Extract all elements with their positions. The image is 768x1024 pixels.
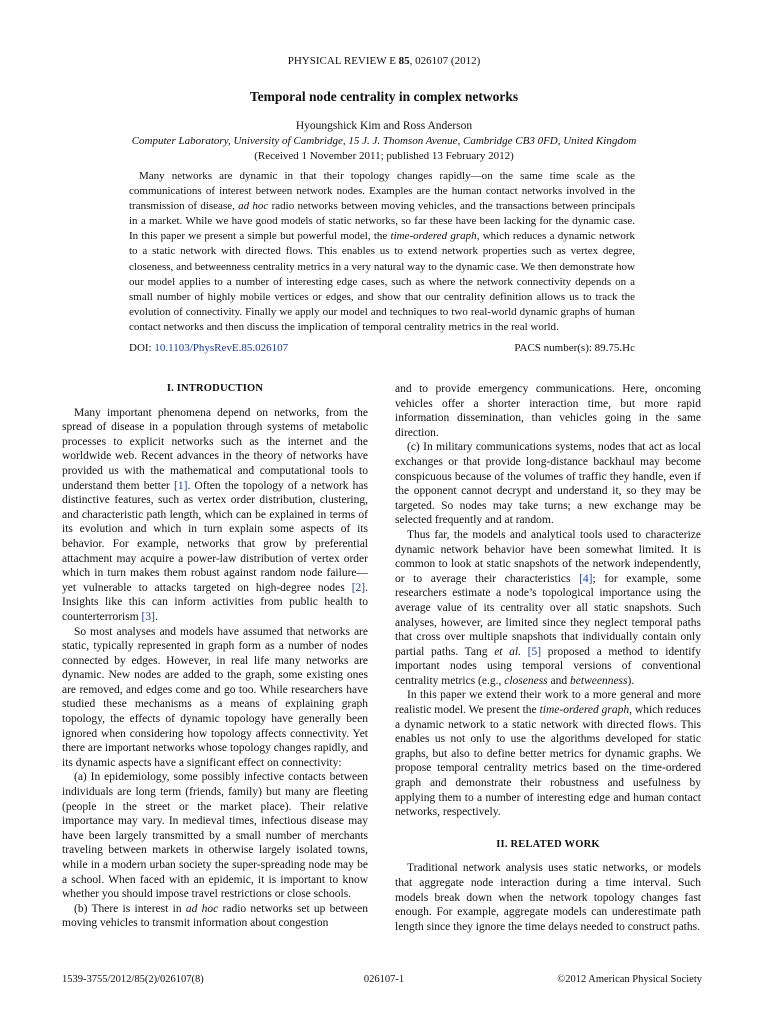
- abstract-text: radio networks between moving vehicles, and the transactions between principals in a market. While we have good models of static networks, so far these have been lacking for the dynamic case. In this paper we present a simple but powerful model, the: [129, 200, 635, 243]
- paragraph-italic: ad hoc: [185, 902, 219, 915]
- paragraph-italic: betweenness: [570, 674, 628, 687]
- paragraph-text: , which reduces a dynamic network to a static network with directed flows. This enables us not only to use the algorithms developed for static graphs, but also to define better metrics for dynamic graphs. We propose temporal centrality metrics based on the time-ordered graph and demonstrate their robustness and usefulness by applying them to a number of interesting edge and human contact networks, respectively.: [395, 704, 701, 819]
- paragraph: [62, 406, 368, 625]
- paragraph-text: Thus far, the models and analytical tools used to characterize dynamic network behavior have been somewhat limited. It is common to look at static snapshots of the network independently, or to average their characteristics: [395, 528, 701, 585]
- section-heading-related-work: II. RELATED WORK: [496, 838, 600, 850]
- paragraph-italic: et al.: [494, 645, 521, 658]
- paper-authors: Hyoungshick Kim and Ross Anderson: [295, 120, 473, 132]
- paragraph: [395, 528, 701, 689]
- citation-link[interactable]: [2]: [351, 581, 366, 594]
- abstract-italic: ad hoc: [238, 200, 269, 213]
- abstract-italic: time-ordered graph: [390, 230, 477, 243]
- paragraph-text: .: [154, 610, 158, 623]
- journal-citation: , 026107 (2012): [409, 55, 481, 67]
- paragraph-text: ; for example, some researchers estimate a node’s topological importance using the average value of its centrality over all static snapshots. Such analyses, however, are limited since they neglect temporal paths that cross over multiple snapshots that individually contain only partial paths. Tang: [395, 572, 701, 658]
- abstract-text: Many networks are dynamic in that their topology changes rapidly—on the same time scale as the communications of interest between network nodes. Examples are the human contact networks involved in the transmission of disease,: [129, 170, 635, 213]
- paragraph-text: (b) There is interest in: [74, 902, 186, 915]
- right-column: [395, 382, 701, 934]
- footer-issn: 1539-3755/2012/85(2)/026107(8): [62, 974, 204, 985]
- paragraph-text: Many important phenomena depend on networks, from the spread of disease in a population through systems of metabolic processes to explicit networks such as the internet and the worldwide web. Recent advances in the theory of networks have provided us with the mathematical and computational tools to understand them better: [62, 406, 368, 492]
- footer-copyright: ©2012 American Physical Society: [557, 974, 702, 985]
- paragraph-italic: time-ordered graph: [539, 704, 630, 717]
- paragraph-text: . Insights like this can inform activities from public health to counterterrorism: [62, 581, 368, 623]
- paragraph-text: In this paper we extend their work to a more general and more realistic model. We present the: [395, 689, 701, 717]
- pacs-numbers: PACS number(s): 89.75.Hc: [514, 342, 635, 354]
- paragraph: [395, 688, 701, 819]
- paragraph-text: proposed a method to identify important nodes using temporal versions of conventional centrality metrics (e.g.,: [395, 645, 701, 687]
- left-column: [62, 382, 368, 931]
- journal-volume: 85: [398, 55, 410, 67]
- paragraph: and to provide emergency communications. Here, oncoming vehicles offer a shorter interaction time, but more rapid information dissemination, than vehicles going in the same direction.: [395, 383, 701, 439]
- paragraph: (a) In epidemiology, some possibly infective contacts between individuals are long term (friends, family) but many are fleeting (people in the street or the market place). Their relative importance may vary. In medieval times, infectious disease may have been largely transmitted by a small number of merchants traveling between markets in otherwise largely isolated towns, while in a modern urban society the super-spreading node may be a school. When faced with an epidemic, it is important to know whether you should impose travel restrictions or close schools.: [62, 771, 368, 901]
- journal-header: [0, 55, 768, 67]
- paragraph: (c) In military communications systems, nodes that act as local exchanges or that provide long-distance backhaul may become conspicuous because of the volumes of traffic they handle, even if the opponent cannot decrypt and understand it, so they may be targeted. So nodes may take turns; a new exchange may be selected frequently and at random.: [395, 441, 701, 527]
- paragraph-italic: closeness: [504, 674, 548, 687]
- paragraph-text: and: [547, 674, 571, 687]
- paragraph: Traditional network analysis uses static networks, or models that aggregate node interaction during a time interval. Such models break down when the network topology changes fast enough. For example, aggregate models can underestimate path length since they ignore the time delays needed to construct paths.: [395, 862, 701, 933]
- citation-link[interactable]: [3]: [141, 610, 155, 623]
- doi-line: [129, 342, 288, 354]
- paragraph: [62, 902, 368, 931]
- footer-page-number: 026107-1: [363, 974, 405, 985]
- citation-link[interactable]: [4]: [579, 572, 593, 585]
- paper-title: Temporal node centrality in complex networks: [249, 89, 519, 104]
- abstract: [129, 169, 635, 335]
- paragraph: So most analyses and models have assumed that networks are static, typically represented in graph form as a number of nodes connected by edges. However, in real life many networks are dynamic. New nodes are added to the graph, some existing ones are removed, and edges come and go too. While researchers have studied these mechanisms as a means of explaining graph topology, the effects of dynamic topology have generally been ignored when considering how topology affects connectivity. Yet there are important networks whose topology changes rapidly, and its dynamic aspects have a significant effect on connectivity:: [62, 625, 368, 769]
- paper-dates: (Received 1 November 2011; published 13 February 2012): [254, 150, 514, 162]
- citation-link[interactable]: [1]: [174, 479, 188, 492]
- doi-link[interactable]: 10.1103/PhysRevE.85.026107: [154, 342, 289, 354]
- paper-affiliation: Computer Laboratory, University of Cambridge, 15 J. J. Thomson Avenue, Cambridge CB3 0FD, United Kingdom: [131, 135, 637, 147]
- abstract-text: , which reduces a dynamic network to a static network with directed flows. This enables us to extend network properties such as vertex degree, closeness, and betweenness centrality metrics in a very natural way to the dynamic case. We then demonstrate how our model applies to a number of interesting edge cases, such as where the network connectivity depends on a small number of highly mobile vertices or edges, and show that our centrality definition allows us to track the evolution of connectivity. Finally we apply our model and techniques to two real-world dynamic graphs of human contact networks and then discuss the implication of temporal centrality metrics in the real world.: [129, 230, 635, 333]
- journal-name: PHYSICAL REVIEW E: [287, 55, 399, 67]
- paragraph-text: . Often the topology of a network has distinctive features, such as vertex order distribution, clustering, and characteristic path length, which can be explained in terms of its evolution and which in turn explain some aspects of its behavior. For example, networks that grow by preferential attachment may acquire a power-law distribution of vertex order which in turn makes them robust against random node failure—yet vulnerable to attacks targeted on high-degree nodes: [62, 479, 368, 594]
- paragraph-text: radio networks set up between moving vehicles to transmit information about congestion: [62, 902, 368, 930]
- doi-label: DOI:: [129, 342, 155, 354]
- section-heading-introduction: I. INTRODUCTION: [166, 383, 264, 394]
- citation-link[interactable]: [5]: [521, 645, 542, 658]
- paragraph-text: ).: [627, 674, 635, 687]
